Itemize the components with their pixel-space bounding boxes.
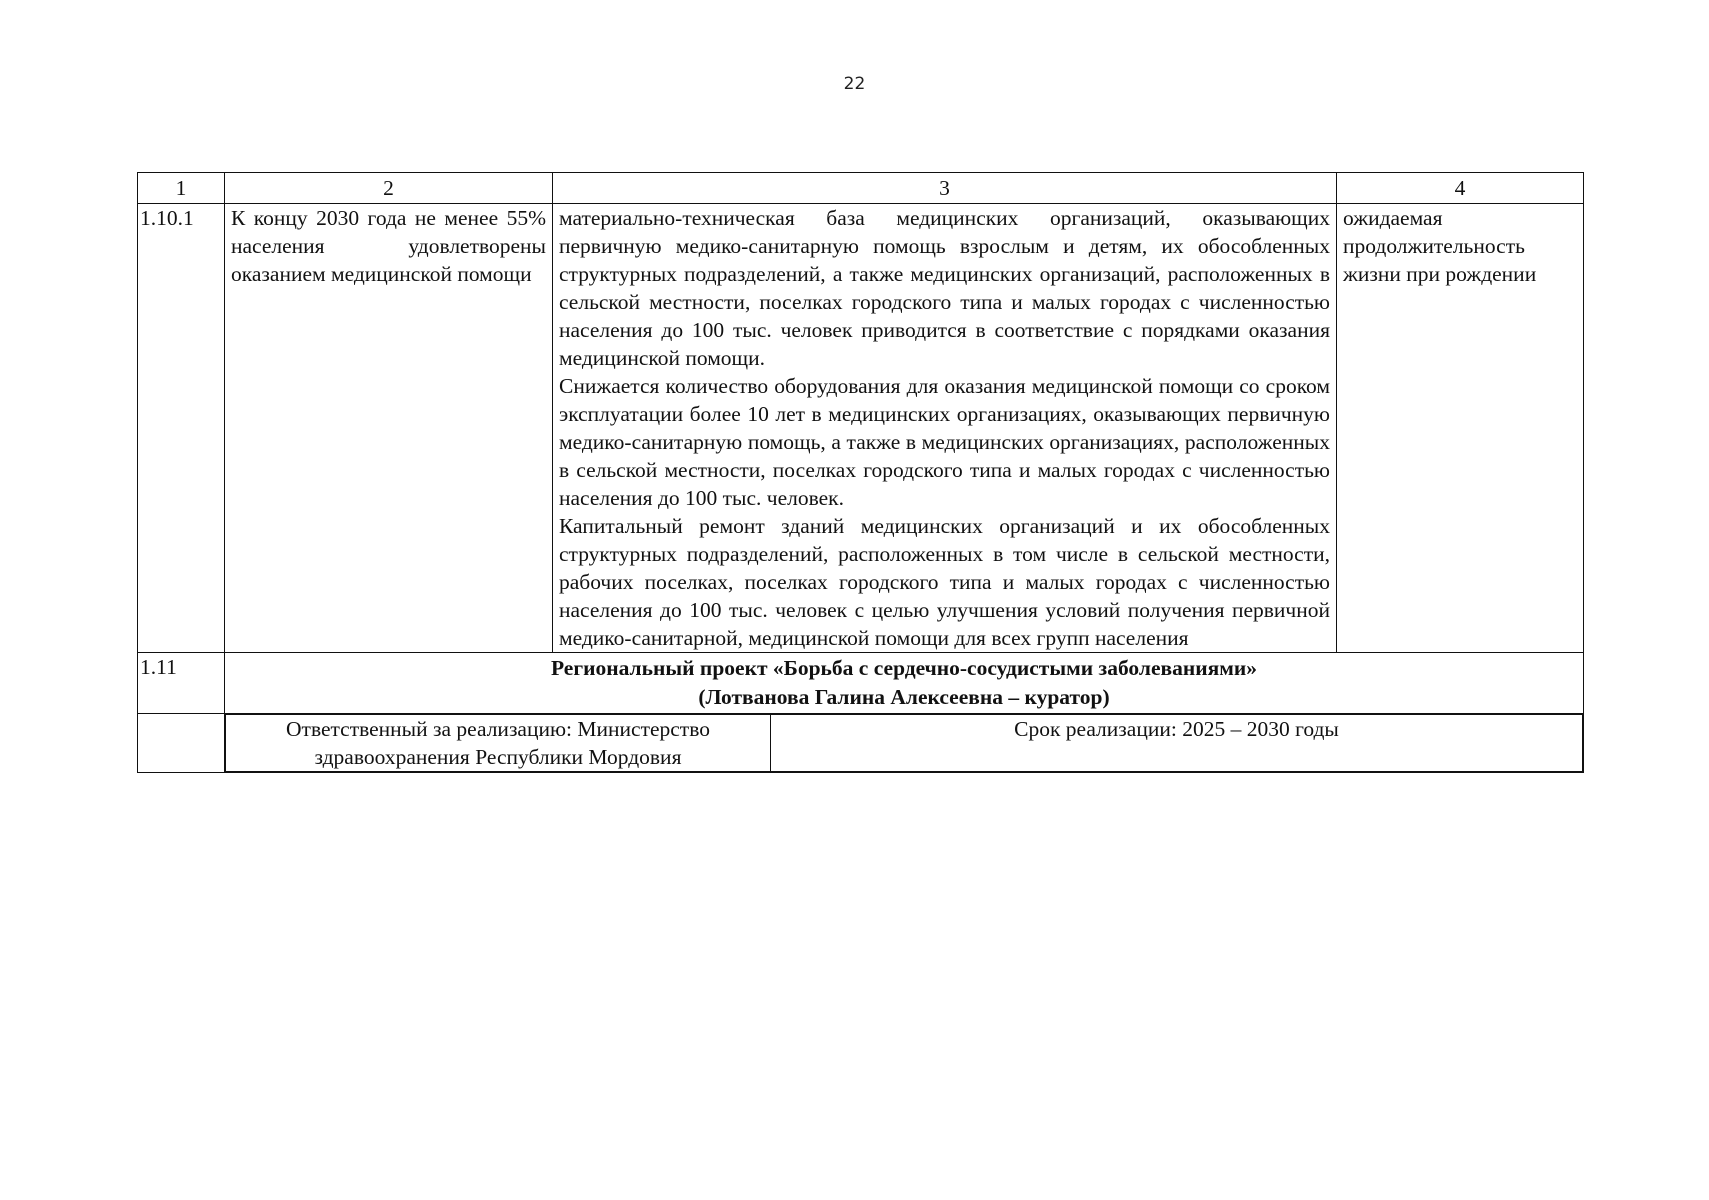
project-meta-row	[138, 714, 1584, 773]
project-curator: (Лотванова Галина Алексеевна – куратор)	[698, 685, 1110, 709]
empty-cell	[138, 714, 225, 773]
project-title-row	[138, 653, 1584, 714]
row-number: 1.10.1	[138, 204, 225, 653]
result-paragraph: материально-техническая база медицинских организаций, оказывающих первичную медико-санитарную помощь взрослым и детям, их обособленных структурных подразделений, а также медицинских организаций, расположенных в сельской местности, поселках городского типа и малых городах с численностью населения до 100 тыс. человек приводится в соответствие с порядками оказания медицинской помощи.	[559, 206, 1330, 370]
column-header-2: 2	[225, 173, 553, 204]
task-cell: К концу 2030 года не менее 55% населения удовлетворены оказанием медицинской помощи	[225, 204, 553, 653]
result-paragraph: Капитальный ремонт зданий медицинских организаций и их обособленных структурных подразделений, расположенных в том числе в сельской местности, рабочих поселках, поселках городского типа и малых городах с численностью населения до 100 тыс. человек с целью улучшения условий получения первичной медико-санитарной, медицинской помощи для всех групп населения	[559, 514, 1330, 650]
column-header-1: 1	[138, 173, 225, 204]
column-header-3: 3	[553, 173, 1337, 204]
column-header-4: 4	[1337, 173, 1584, 204]
result-paragraph: Снижается количество оборудования для оказания медицинской помощи со сроком эксплуатации более 10 лет в медицинских организациях, оказывающих первичную медико-санитарную помощь, а также в медицинских организациях, расположенных в сельской местности, поселках городского типа и малых городах с численностью населения до 100 тыс. человек.	[559, 374, 1330, 510]
project-title-cell	[225, 653, 1584, 714]
table-row	[138, 204, 1584, 653]
indicator-cell: ожидаемая продолжительность жизни при рождении	[1337, 204, 1584, 653]
page-number: 22	[843, 74, 866, 94]
project-meta-table	[225, 714, 1583, 772]
table-header-row	[138, 173, 1584, 204]
term-cell: Срок реализации: 2025 – 2030 годы	[771, 715, 1583, 772]
responsible-cell: Ответственный за реализацию: Министерство здравоохранения Республики Мордовия	[226, 715, 771, 772]
project-meta-cell	[225, 714, 1584, 773]
project-title: Региональный проект «Борьба с сердечно-сосудистыми заболеваниями»	[550, 656, 1258, 680]
result-description-cell	[553, 204, 1337, 653]
measures-table	[137, 172, 1584, 773]
project-number: 1.11	[138, 653, 225, 714]
